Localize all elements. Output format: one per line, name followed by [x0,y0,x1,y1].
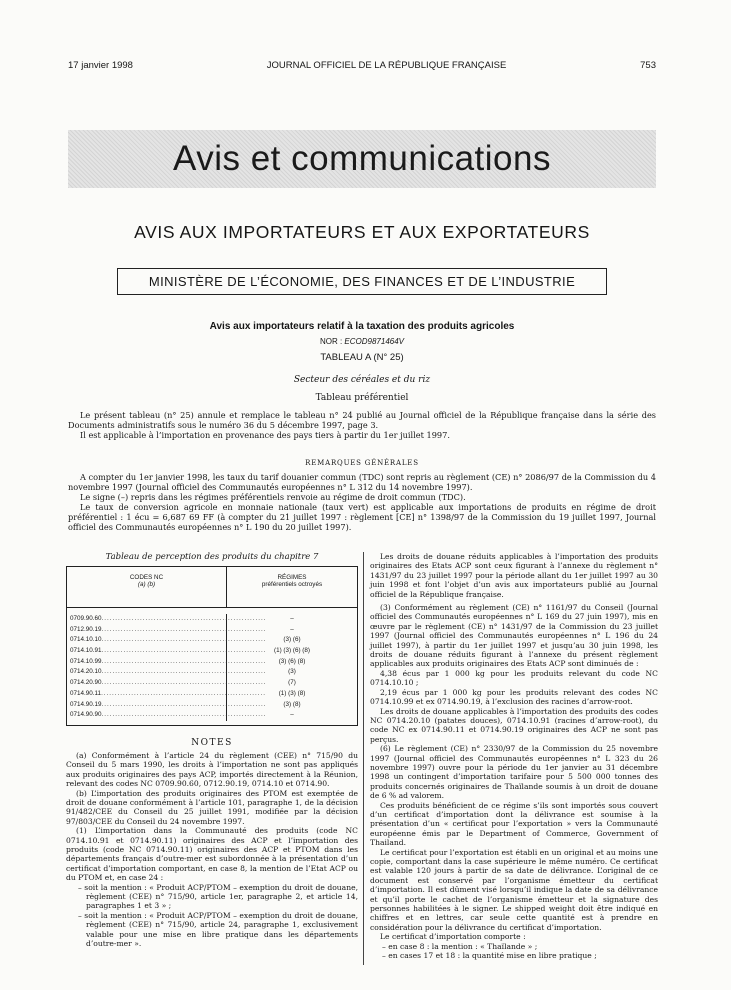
nc-code: 0714.20.90 [70,679,102,687]
right-list-item: – en cases 17 et 18 : la quantité mise en libre pratique ; [382,951,597,961]
left-column [66,552,358,948]
nc-code: 0714.10.10 [70,636,102,644]
regimes-header [227,567,357,607]
intro-paragraph: Il est applicable à l’importation en provenance des pays tiers à partir du 1er juillet 1997. [80,430,450,440]
nc-code: 0714.90.19 [70,700,102,708]
leader-dots: ............................................................ [101,636,267,644]
running-header [68,60,656,71]
table-row-code [70,635,267,646]
right-paragraph: Le certificat pour l’exportation est établi en un original et au moins une copie, comportant dans la case supérieure le même numéro. Ce certificat est valable 120 jours à partir de sa date de délivrance. L’original de ce document est conservé par l’organisme émetteur du certificat d’importation. Il est dûment visé lorsqu’il indique la date de sa délivrance et qu’il porte le cachet de l’organisme émetteur et la signature des personnes habilitées à le signer. Le shipped weight doit être indiqué en chiffres et en lettres, car seule cette quantité est à prendre en considération pour la délivrance du certificat d’importation. [370,847,658,932]
right-paragraph: (6) Le règlement (CE) n° 2330/97 de la Commission du 25 novembre 1997 (Journal officiel des Communautés européennes n° L 323 du 26 novembre 1997) ouvre pour la période du 1er janvier au 31 décembre 1998 un contingent d’importation tarifaire pour 5 500 000 tonnes des produits concernés originaires de Thaïlande soumis à un droit de douane de 6 % ad valorem. [370,744,658,801]
note-paragraph: (a) Conformément à l’article 24 du règlement (CEE) n° 715/90 du Conseil du 5 mars 1990, les droits à l’importation ne sont pas appliqués aux produits originaires des pays ACP, importés directement à la Réunion, relevant des codes NC 0709.90.60, 0712.90.19, 0714.10 et 0714.90. [66,750,358,789]
leader-dots: ............................................................ [101,689,267,697]
banner-title: Avis et communications [172,139,551,178]
notes-heading: NOTES [191,737,233,748]
nc-code: 0714.90.11 [70,689,102,697]
table-row-regime: – [290,711,294,719]
right-paragraph: Le certificat d’importation comporte : [380,932,526,942]
document-title: Avis aux importateurs relatif à la taxation des produits agricoles [209,321,515,332]
table-row-code [70,700,267,711]
table-header [67,567,357,608]
codes-nc-header-label: CODES NC [129,574,164,581]
remarque-paragraph: A compter du 1er janvier 1998, les taux du tarif douanier commun (TDC) sont repris au règlement (CE) n° 2086/97 de la Commission du 4 novembre 1997 (Journal officiel des Communautés européennes n° L 312 du 14 novembre 1997). [68,472,656,492]
nc-code: 0714.90.90 [70,711,102,719]
nc-code: 0714.20.10 [70,668,102,676]
leader-dots: ............................................................ [101,647,267,655]
table-row-code [70,689,267,700]
table-row-regime: (3) (6) (8) [278,657,306,665]
table-row-regime: (3) (6) [283,636,301,644]
nor-label: NOR : [319,337,345,346]
right-paragraph: (3) Conformément au règlement (CE) n° 1161/97 du Conseil (Journal officiel des Communautés européennes n° L 169 du 27 juin 1997), mis en œuvre par le règlement (CE) n° 1431/97 de la Commission du 23 juillet 1997 (Journal officiel des Communautés européennes n° L 196 du 24 juillet 1997), à partir du 1er juillet 1997 et jusqu’au 30 juin 1998, les droits de douane réduits figurant à l’annexe du présent règlement applicables aux produits originaires des Etats ACP sont diminués de : [370,603,658,669]
table-row-regime: (7) [288,679,296,687]
table-row-code [70,625,267,636]
codes-nc-header [67,567,227,607]
header-journal: JOURNAL OFFICIEL DE LA RÉPUBLIQUE FRANÇAISE [266,60,507,71]
right-paragraph: Les droits de douane applicables à l’importation des produits des codes NC 0714.20.10 (patates douces), 0714.10.91 (racines d’arrow-root), du code NC ex 0714.90.11 et 0714.90.19 originaires des ACP ne sont pas perçus. [370,706,658,744]
codes-nc-table [66,566,358,726]
codes-column [67,614,267,721]
tableau-preferentiel-heading: Tableau préférentiel [315,393,409,403]
table-row-regime: (3) [288,668,296,676]
nc-code: 0714.10.91 [70,647,102,655]
leader-dots: ............................................................ [101,625,267,633]
table-row-code [70,678,267,689]
remarques-heading: REMARQUES GÉNÉRALES [305,459,419,467]
nc-code: 0712.90.19 [70,625,102,633]
leader-dots: ............................................................ [101,615,267,622]
remarques-paragraphs [68,472,656,532]
secteur-heading: Secteur des céréales et du riz [293,375,431,385]
table-row-regime: – [290,615,294,622]
leader-dots: ............................................................ [101,700,267,708]
nc-code: 0714.10.99 [70,657,102,665]
codes-nc-header-sub: (a) (b) [137,581,156,588]
nc-code: 0709.90.60 [70,615,102,622]
table-caption: Tableau de perception des produits du chapitre 7 [105,552,319,562]
note-list-item: – soit la mention : « Produit ACP/PTOM – exemption du droit de douane, règlement (CEE) n° 715/90, article 24, paragraphe 1, exclusivement valable pour une mise en libre pratique dans les départements d’outre-mer ». [78,910,358,948]
leader-dots: ............................................................ [101,711,267,719]
right-paragraph: Ces produits bénéficient de ce régime s’ils sont importés sous couvert d’un certificat d’importation dont la délivrance est soumise à la présentation d’un « certificat pour l’exportation » vers la Communauté européenne émis par le Department of Commerce, Government of Thailand. [370,800,658,848]
ministry-name: MINISTÈRE DE L’ÉCONOMIE, DES FINANCES ET DE L’INDUSTRIE [148,274,576,289]
leader-dots: ............................................................ [101,668,267,676]
nor-code: ECOD9871464V [344,337,405,346]
leader-dots: ............................................................ [101,657,267,665]
table-row-code [70,614,267,625]
regimes-header-label: RÉGIMES [277,574,307,581]
header-page-number: 753 [640,60,656,71]
regimes-column [227,614,357,721]
notes-paragraphs [66,751,358,949]
header-date: 17 janvier 1998 [68,60,133,71]
table-row-code [70,667,267,678]
note-paragraph: (1) L’importation dans la Communauté des produits (code NC 0714.10.91 et 0714.90.11) originaires des ACP et l’importation des produits (code NC 0714.90.11) originaires des ACP et PTOM dans les départements français d’outre-mer est subordonnée à la présentation d’un certificat d’importation comportant, en case 8, la mention de l’Etat ACP ou du PTOM et, en case 24 : [66,826,358,883]
tableau-heading: TABLEAU A (N° 25) [320,352,404,363]
table-row-code [70,646,267,657]
right-column [370,552,658,960]
remarque-paragraph: Le signe (–) repris dans les régimes préférentiels renvoie au régime de droit commun (TDC). [80,492,466,502]
intro-paragraph: Le présent tableau (n° 25) annule et remplace le tableau n° 24 publié au Journal officiel de la République française dans la série des Documents administratifs sous le numéro 36 du 5 décembre 1997, page 3. [68,410,656,430]
table-row-regime: (1) (3) (6) (8) [273,647,311,655]
table-row-regime: (3) (8) [283,700,301,708]
table-row-code [70,657,267,668]
table-body [67,608,357,725]
remarque-paragraph: Le taux de conversion agricole en monnaie nationale (taux vert) est applicable aux importations de produits en régime de droit préférentiel : 1 écu = 6,687 69 FF (à compter du 21 juillet 1997 : règlement [CE] n° 1398/97 de la Commission du 19 juillet 1997, Journal officiel des Communautés européennes n° L 190 du 20 juillet 1997). [68,502,656,532]
right-paragraph: 4,38 écus par 1 000 kg pour les produits relevant du code NC 0714.10.10 ; [370,668,658,688]
intro-paragraphs [68,410,656,440]
right-paragraph: 2,19 écus par 1 000 kg pour les produits relevant des codes NC 0714.10.99 et ex 0714.90.19, à l’exclusion des racines d’arrow-root. [370,687,658,707]
nor-reference [68,337,656,346]
table-row-regime: – [290,625,294,633]
table-row-regime: (1) (3) (8) [278,689,306,697]
right-list-item: – en case 8 : la mention : « Thaïlande » ; [382,941,538,951]
right-paragraph: Les droits de douane réduits applicables à l’importation des produits originaires des Etats ACP sont ceux figurant à l’annexe du règlement n° 1431/97 du 23 juillet 1997 pour la période allant du 1er juillet 1997 au 30 juin 1998 et font l’objet d’un avis aux importateurs publié au Journal officiel de la République française. [370,552,658,599]
section-title: AVIS AUX IMPORTATEURS ET AUX EXPORTATEURS [134,222,590,242]
table-row-code [70,710,267,721]
column-divider [363,552,364,965]
leader-dots: ............................................................ [101,679,267,687]
regimes-header-sub: préférentiels octroyés [261,581,323,588]
ministry-box [117,268,607,295]
section-banner [68,130,656,188]
note-paragraph: (b) L’importation des produits originaires des PTOM est exemptée de droit de douane conformément à l’article 101, paragraphe 1, de la décision 91/482/CEE du Conseil du 25 juillet 1991, modifiée par la décision 97/803/CEE du Conseil du 24 novembre 1997. [66,788,358,826]
note-list-item: – soit la mention : « Produit ACP/PTOM – exemption du droit de douane, règlement (CEE) n° 715/90, article 1er, paragraphe 2, et article 14, paragraphes 1 et 3 » ; [78,882,358,911]
